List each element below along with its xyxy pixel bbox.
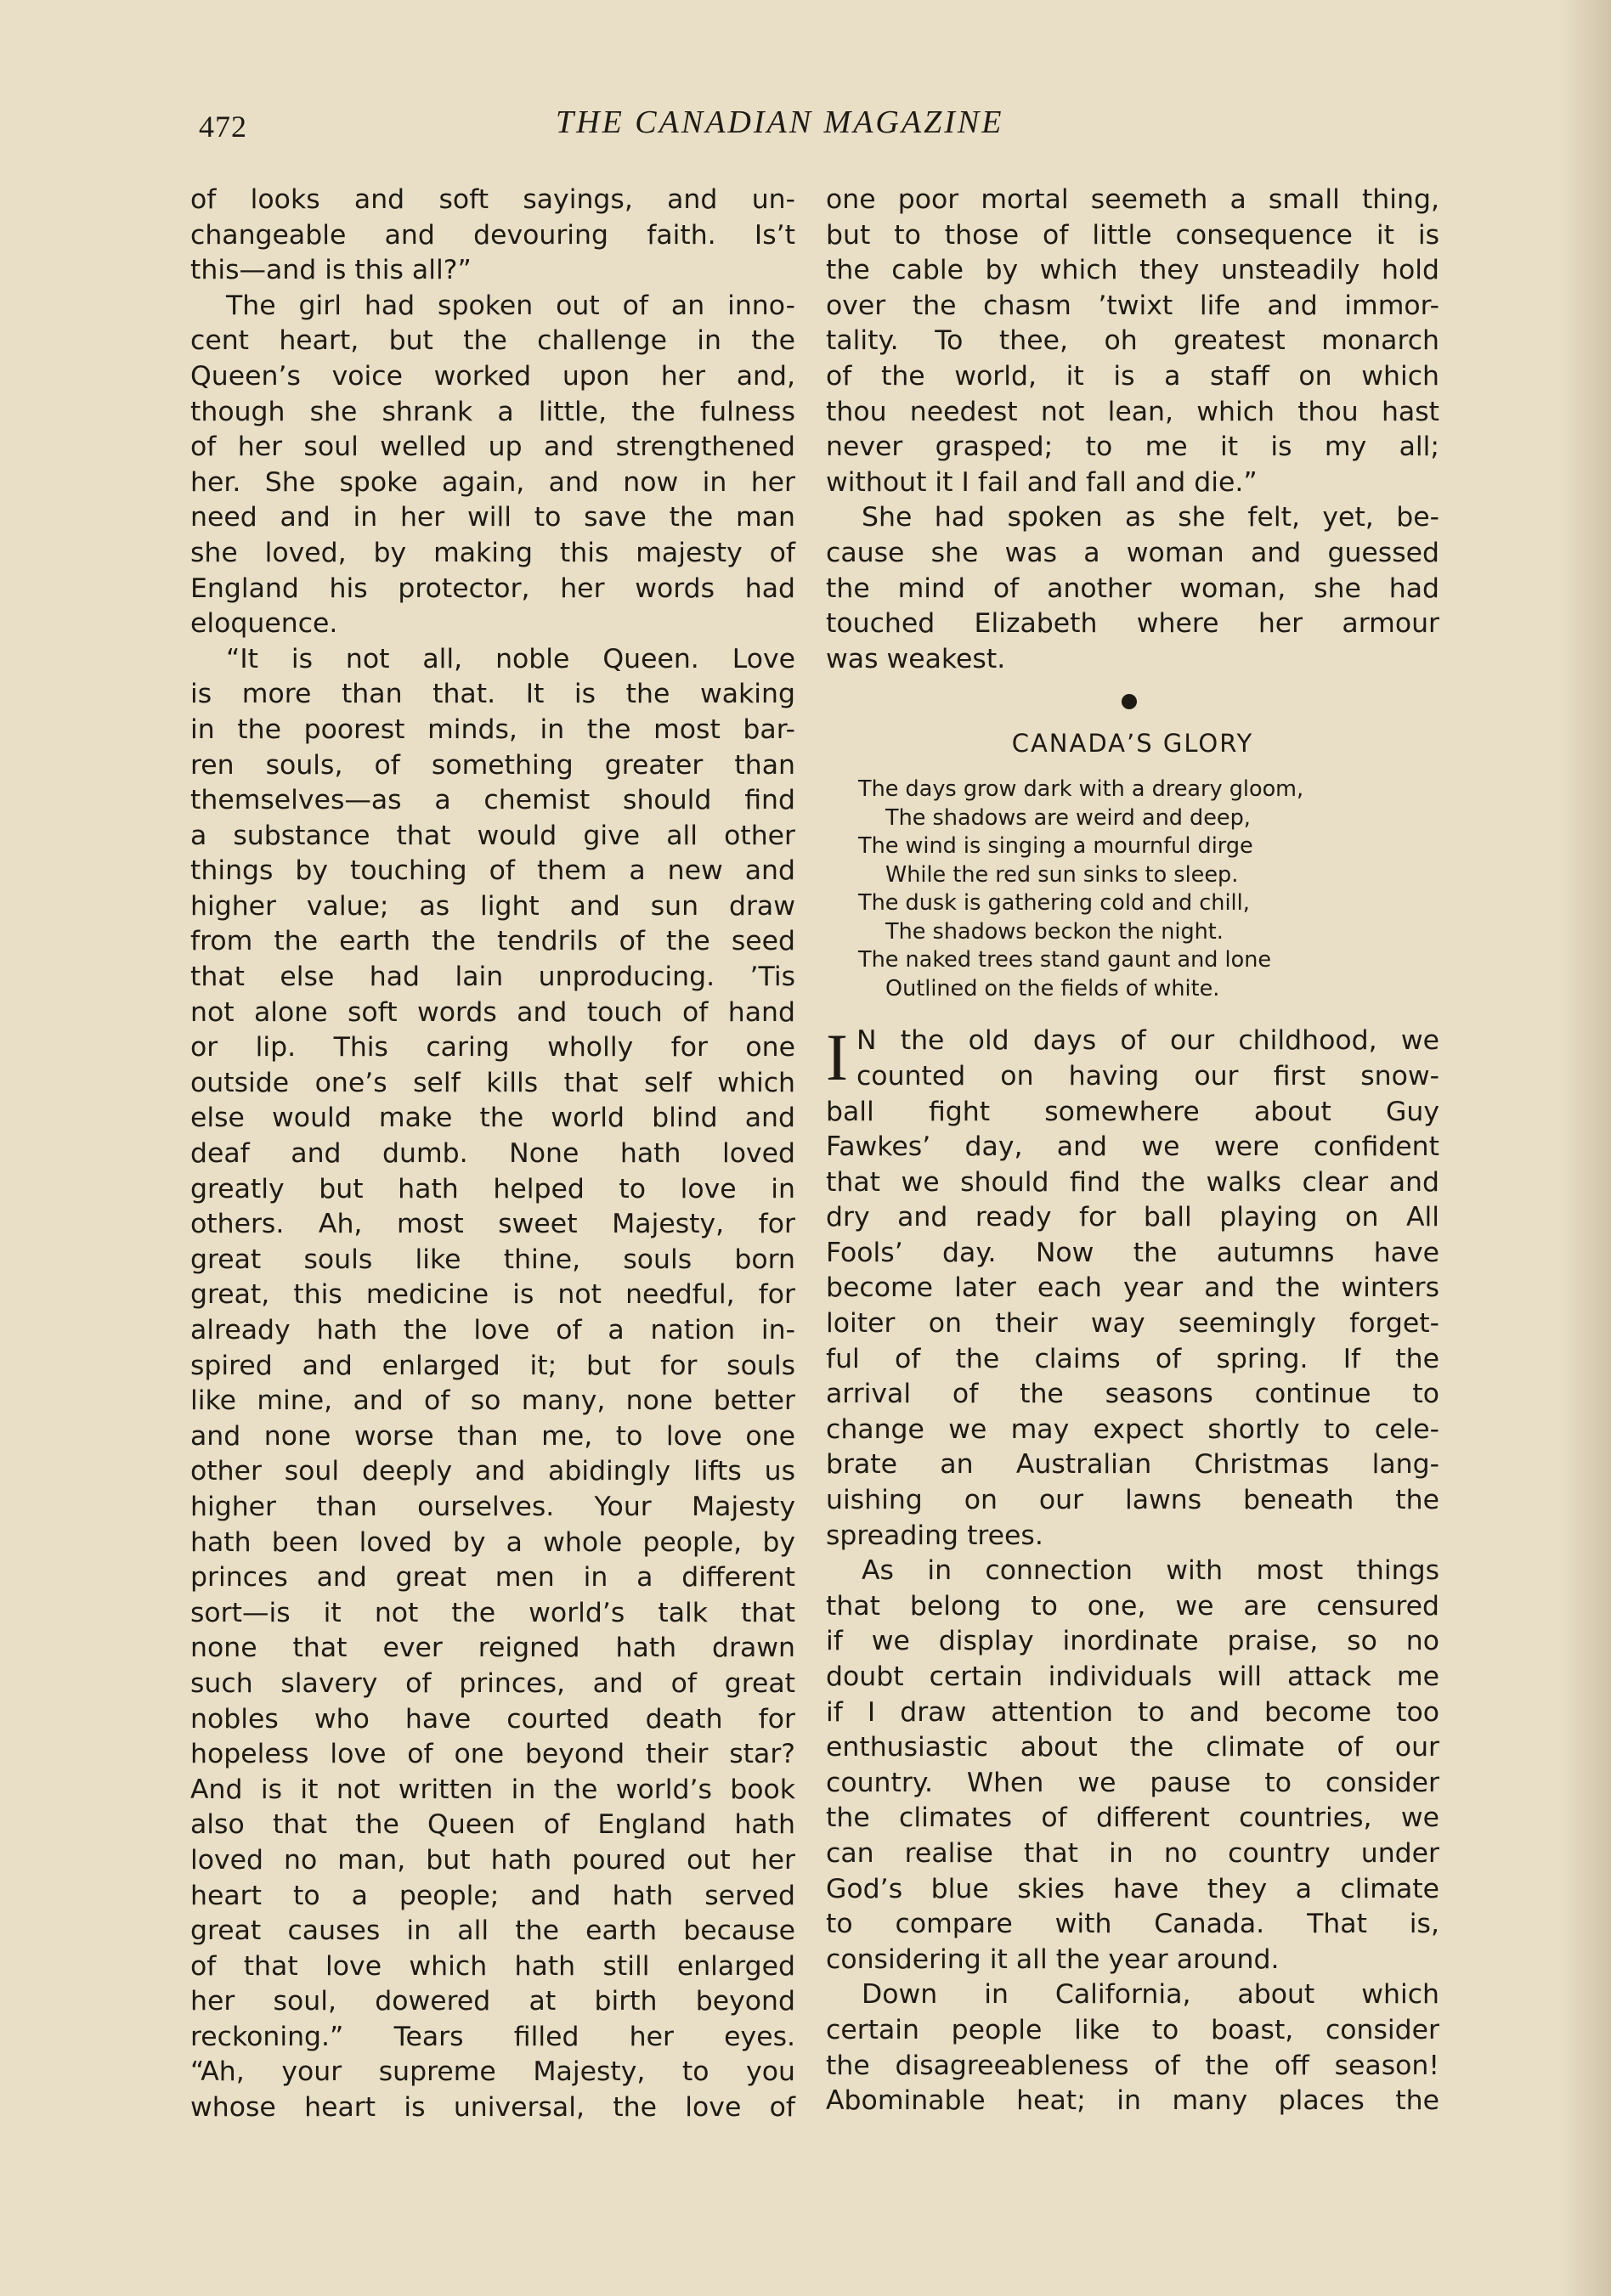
text-line: her soul, dowered at birth beyond [190, 1986, 795, 2017]
text-line: this—and is this all?” [190, 255, 472, 286]
text-line: hath been loved by a whole people, by [190, 1526, 795, 1558]
text-line: whose heart is universal, the love of [190, 2092, 795, 2124]
article-line: that we should find the walks clear and [826, 1166, 1439, 1198]
article-line: loiter on their way seemingly forget- [826, 1308, 1439, 1340]
text-line: is more than that. It is the waking [190, 679, 795, 710]
page-number: 472 [199, 110, 247, 144]
text-line: great, this medicine is not needful, for [190, 1279, 795, 1311]
text-line: great causes in all the earth because [190, 1915, 795, 1947]
text-line: deaf and dumb. None hath loved [190, 1138, 795, 1170]
drop-cap: I [826, 1024, 848, 1095]
text-line: else would make the world blind and [190, 1103, 795, 1134]
text-line: “It is not all, noble Queen. Love [226, 643, 795, 674]
article-line: considering it all the year around. [826, 1943, 1280, 1975]
text-line: other soul deeply and abidingly lifts us [190, 1456, 795, 1487]
article-line: can realise that in no country under [826, 1837, 1439, 1869]
poem [826, 776, 1439, 1003]
text-line: of the world, it is a staff on which [826, 360, 1439, 392]
text-line: sort—is it not the world’s talk that [190, 1597, 795, 1628]
section-ornament [826, 677, 1439, 726]
text-line: outside one’s self kills that self which [190, 1067, 795, 1098]
poem-line: The shadows are weird and deep, [885, 804, 1251, 831]
text-line: cause she was a woman and guessed [826, 537, 1439, 568]
article-line: doubt certain individuals will attack me [826, 1661, 1439, 1692]
text-line: and none worse than me, to love one [190, 1420, 795, 1452]
text-line: England his protector, her words had [190, 573, 795, 604]
text-line: of her soul welled up and strengthened [190, 432, 795, 463]
article-opening [826, 1024, 1439, 1094]
text-line: She had spoken as she felt, yet, be- [862, 502, 1439, 533]
text-line: of looks and soft sayings, and un- [190, 184, 795, 215]
text-line: in the poorest minds, in the most bar- [190, 714, 795, 745]
article-line: ful of the claims of spring. If the [826, 1343, 1439, 1374]
page-header [199, 104, 1456, 155]
text-line: heart to a people; and hath served [190, 1880, 795, 1911]
text-line: higher value; as light and sun draw [190, 890, 795, 922]
text-line: The girl had spoken out of an inno- [226, 290, 795, 321]
article-line: brate an Australian Christmas lang- [826, 1449, 1439, 1481]
story-conclusion [826, 183, 1439, 677]
text-line: great souls like thine, souls born [190, 1244, 795, 1275]
article-line: certain people like to boast, consider [826, 2014, 1439, 2045]
text-line: reckoning.” Tears filled her eyes. [190, 2021, 795, 2052]
text-line: her. She spoke again, and now in her [190, 466, 795, 498]
text-line: the mind of another woman, she had [826, 573, 1439, 604]
text-line: such slavery of princes, and of great [190, 1667, 795, 1699]
text-line: one poor mortal seemeth a small thing, [826, 184, 1439, 215]
article-line: the disagreeableness of the off season! [826, 2050, 1439, 2081]
text-line: that else had lain unproducing. ’Tis [190, 962, 795, 993]
poem-line: The dusk is gathering cold and chill, [858, 890, 1250, 917]
text-line: things by touching of them a new and [190, 855, 795, 887]
article-line: Abominable heat; in many places the [826, 2085, 1439, 2117]
text-line: themselves—as a chemist should find [190, 785, 795, 816]
article-line: N the old days of our childhood, we [856, 1025, 1439, 1057]
poem-line: The wind is singing a mournful dirge [858, 833, 1253, 860]
poem-line: The shadows beckon the night. [885, 918, 1224, 945]
article-line: if I draw attention to and become too [826, 1696, 1439, 1728]
text-line: already hath the love of a nation in- [190, 1315, 795, 1345]
text-line: none that ever reigned hath drawn [190, 1633, 795, 1664]
article-line: country. When we pause to consider [826, 1767, 1439, 1798]
text-line: was weakest. [826, 643, 1006, 674]
text-line: though she shrank a little, the fulness [190, 396, 795, 427]
poem-title: CANADA’S GLORY [1011, 729, 1254, 759]
text-line: the cable by which they unsteadily hold [826, 255, 1439, 286]
text-line: others. Ah, most sweet Majesty, for [190, 1209, 795, 1240]
text-line: cent heart, but the challenge in the [190, 325, 795, 357]
text-line: a substance that would give all other [190, 820, 795, 851]
article-line: the climates of different countries, we [826, 1802, 1439, 1834]
text-line: And is it not written in the world’s book [190, 1774, 795, 1805]
running-title: THE CANADIAN MAGAZINE [556, 104, 1004, 140]
article-line: As in connection with most things [862, 1555, 1439, 1587]
poem-line: While the red sun sinks to sleep. [885, 861, 1239, 888]
text-line: not alone soft words and touch of hand [190, 996, 795, 1028]
article-line: ball fight somewhere about Guy [826, 1096, 1439, 1127]
article-line: dry and ready for ball playing on All [826, 1202, 1439, 1233]
text-line: spired and enlarged it; but for souls [190, 1350, 795, 1381]
text-line: or lip. This caring wholly for one [190, 1032, 795, 1063]
text-line: also that the Queen of England hath [190, 1809, 795, 1841]
text-line: like mine, and of so many, none better [190, 1385, 795, 1417]
text-line: loved no man, but hath poured out her [190, 1844, 795, 1876]
text-line: thou needest not lean, which thou hast [826, 396, 1439, 427]
text-line: princes and great men in a different [190, 1562, 795, 1594]
article-line: to compare with Canada. That is, [826, 1909, 1439, 1940]
right-column [826, 183, 1439, 2119]
article-line: God’s blue skies have they a climate [826, 1873, 1439, 1904]
article-line: become later each year and the winters [826, 1272, 1439, 1304]
text-line: nobles who have courted death for [190, 1703, 795, 1735]
article-line: arrival of the seasons continue to [826, 1379, 1439, 1410]
left-column [190, 183, 795, 2126]
text-line: eloquence. [190, 608, 338, 640]
text-line: changeable and devouring faith. Is’t [190, 219, 795, 251]
text-line: from the earth the tendrils of the seed [190, 926, 795, 957]
text-line: she loved, by making this majesty of [190, 537, 795, 568]
article-line: that belong to one, we are censured [826, 1590, 1439, 1622]
text-line: Queen’s voice worked upon her and, [190, 360, 795, 392]
text-line: need and in her will to save the man [190, 502, 795, 533]
ornament-dot [1122, 694, 1137, 709]
text-line: touched Elizabeth where her armour [826, 608, 1439, 640]
text-line: hopeless love of one beyond their star? [190, 1739, 795, 1770]
article-body [826, 1095, 1439, 2119]
poem-line: The days grow dark with a dreary gloom, [858, 776, 1304, 803]
poem-line: The naked trees stand gaunt and lone [858, 947, 1272, 973]
page-edge-shadow [1560, 0, 1611, 2296]
text-line: “Ah, your supreme Majesty, to you [190, 2056, 795, 2088]
text-line: greatly but hath helped to love in [190, 1173, 795, 1204]
article-line: spreading trees. [826, 1520, 1043, 1551]
text-line: of that love which hath still enlarged [190, 1950, 795, 1982]
article-line: Fools’ day. Now the autumns have [826, 1237, 1439, 1268]
text-line: over the chasm ’twixt life and immor- [826, 290, 1439, 321]
article-line: enthusiastic about the climate of our [826, 1732, 1439, 1763]
article-line: Fawkes’ day, and we were confident [826, 1131, 1439, 1163]
article-line: change we may expect shortly to cele- [826, 1413, 1439, 1445]
article-line: Down in California, about which [862, 1979, 1439, 2011]
poem-line: Outlined on the fields of white. [885, 975, 1220, 1001]
text-line: never grasped; to me it is my all; [826, 432, 1439, 463]
text-line: tality. To thee, oh greatest monarch [826, 325, 1439, 357]
text-line: but to those of little consequence it is [826, 219, 1439, 251]
article-line: uishing on our lawns beneath the [826, 1485, 1439, 1516]
article-line: if we display inordinate praise, so no [826, 1626, 1439, 1657]
text-line: ren souls, of something greater than [190, 749, 795, 781]
text-line: higher than ourselves. Your Majesty [190, 1491, 795, 1522]
text-line: without it I fail and fall and die.” [826, 466, 1258, 498]
article-line: counted on having our first snow- [856, 1060, 1439, 1092]
